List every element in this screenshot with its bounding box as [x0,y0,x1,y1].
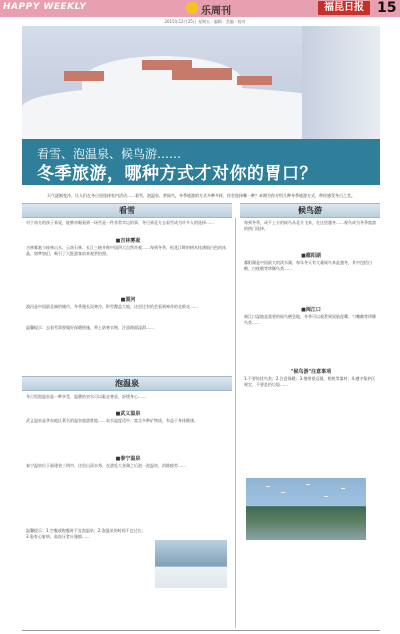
hero-photo [22,26,380,139]
snow-subhead-1: ■吉林雾凇 [115,238,141,244]
headline-title: 冬季旅游，哪种方式才对你的胃口？ [37,164,317,184]
section-bar-birds [240,203,380,218]
page-number: 15 [377,0,397,16]
section-title-snow: 看雪 [119,206,135,215]
snow-tip: 温馨提示：去看雪需要做好保暖措施，带上防寒衣物，注意路面湿滑…… [26,325,154,330]
birds-intro: 每到冬季，成千上万的候鸟从北方飞来，在这里越冬……观鸟成为冬季旅游的热门选择。 [244,220,376,231]
dateline: 2015年12月25日 星期五 · 编辑 · 美编 · 校对 [164,19,246,24]
birds-subhead-1: ■鄱阳湖 [301,253,321,259]
snow-intro: 对于南方的孩子来说，能够亲眼看到一场雪是一件非常幸运的事，冬日到北方去看雪成为许多人的选择…… [26,220,214,225]
snow-text-2: 漠河是中国最北端的城市，冬季漫长而寒冷，积雪覆盖大地，这里还有机会看到神奇的北极光…… [26,304,198,309]
hotspring-intro: 冬日里泡温泉是一种享受，温暖的泉水可以驱走寒意，舒缓身心…… [26,394,146,399]
birds-subhead-3: "候鸟游"注意事项 [290,369,332,375]
headline-banner [22,139,380,185]
birds-text-2: 闽江口湿地是重要的候鸟栖息地，冬季可以观赏到黑脸琵鹭、勺嘴鹬等珍稀鸟类…… [244,314,376,325]
hotspring-subhead-2: ■泰宁温泉 [115,456,141,462]
snow-text-1: 吉林雾凇与桂林山水、云南石林、长江三峡并称中国四大自然奇观……每到冬季，松花江畔的树木挂满银白色的冰晶，如梦如幻，吸引了大批游客前来观赏拍照。 [26,245,226,256]
newspaper-logo: 福昆日报 [318,1,370,15]
intro-paragraph: 天气逐渐变冷，让人们在冬日里选择室内活动……看雪、泡温泉、赏候鸟，冬季旅游的方式多种多样，你会选择哪一种？本期为你介绍几种冬季旅游方式，带你感受冬日之美。 [47,193,355,198]
column-divider [235,218,236,628]
section-bar-hotspring [22,376,232,391]
birds-text-1: 鄱阳湖是中国最大的淡水湖，每年冬天有大量候鸟来此越冬，其中包括白鹤、白枕鹤等珍稀鸟类…… [244,260,372,271]
section-title: 乐周刊 [201,6,231,17]
birds-text-3: 1.不要惊扰鸟类；2.注意保暖；3.携带望远镜、相机等器材；4.遵守保护区规定，不要乱扔垃圾…… [244,376,376,387]
footer-rule [22,630,380,631]
hotspring-tip: 温馨提示：1.空腹或饱腹时不宜泡温泉；2.泡温泉的时间不宜过长；3.患有心脏病、高血压者应谨慎…… [26,528,146,539]
brand-label: HAPPY WEEKLY [3,2,87,12]
hotspring-text-2: 泰宁温泉位于福建省三明市，这里山清水秀，在游览大金湖之后泡一泡温泉，消除疲劳…… [26,463,186,468]
snow-subhead-2: ■漠河 [120,297,136,303]
page-header [0,0,400,17]
hotspring-subhead-1: ■武义温泉 [115,411,141,417]
section-bar-snow [22,203,232,218]
hotspring-photo [155,540,227,588]
birds-photo [246,478,366,540]
hotspring-text-1: 武义温泉是华东地区著名的温泉旅游胜地……泉水温度适中，富含多种矿物质，有益于身体健康。 [26,418,198,423]
section-title-birds: 候鸟游 [298,206,322,215]
headline-subtitle: 看雪、泡温泉、候鸟游…… [37,147,182,161]
section-title-hotspring: 泡温泉 [115,379,139,388]
smiley-icon [186,2,198,14]
birds-subhead-2: ■闽江口 [301,307,321,313]
